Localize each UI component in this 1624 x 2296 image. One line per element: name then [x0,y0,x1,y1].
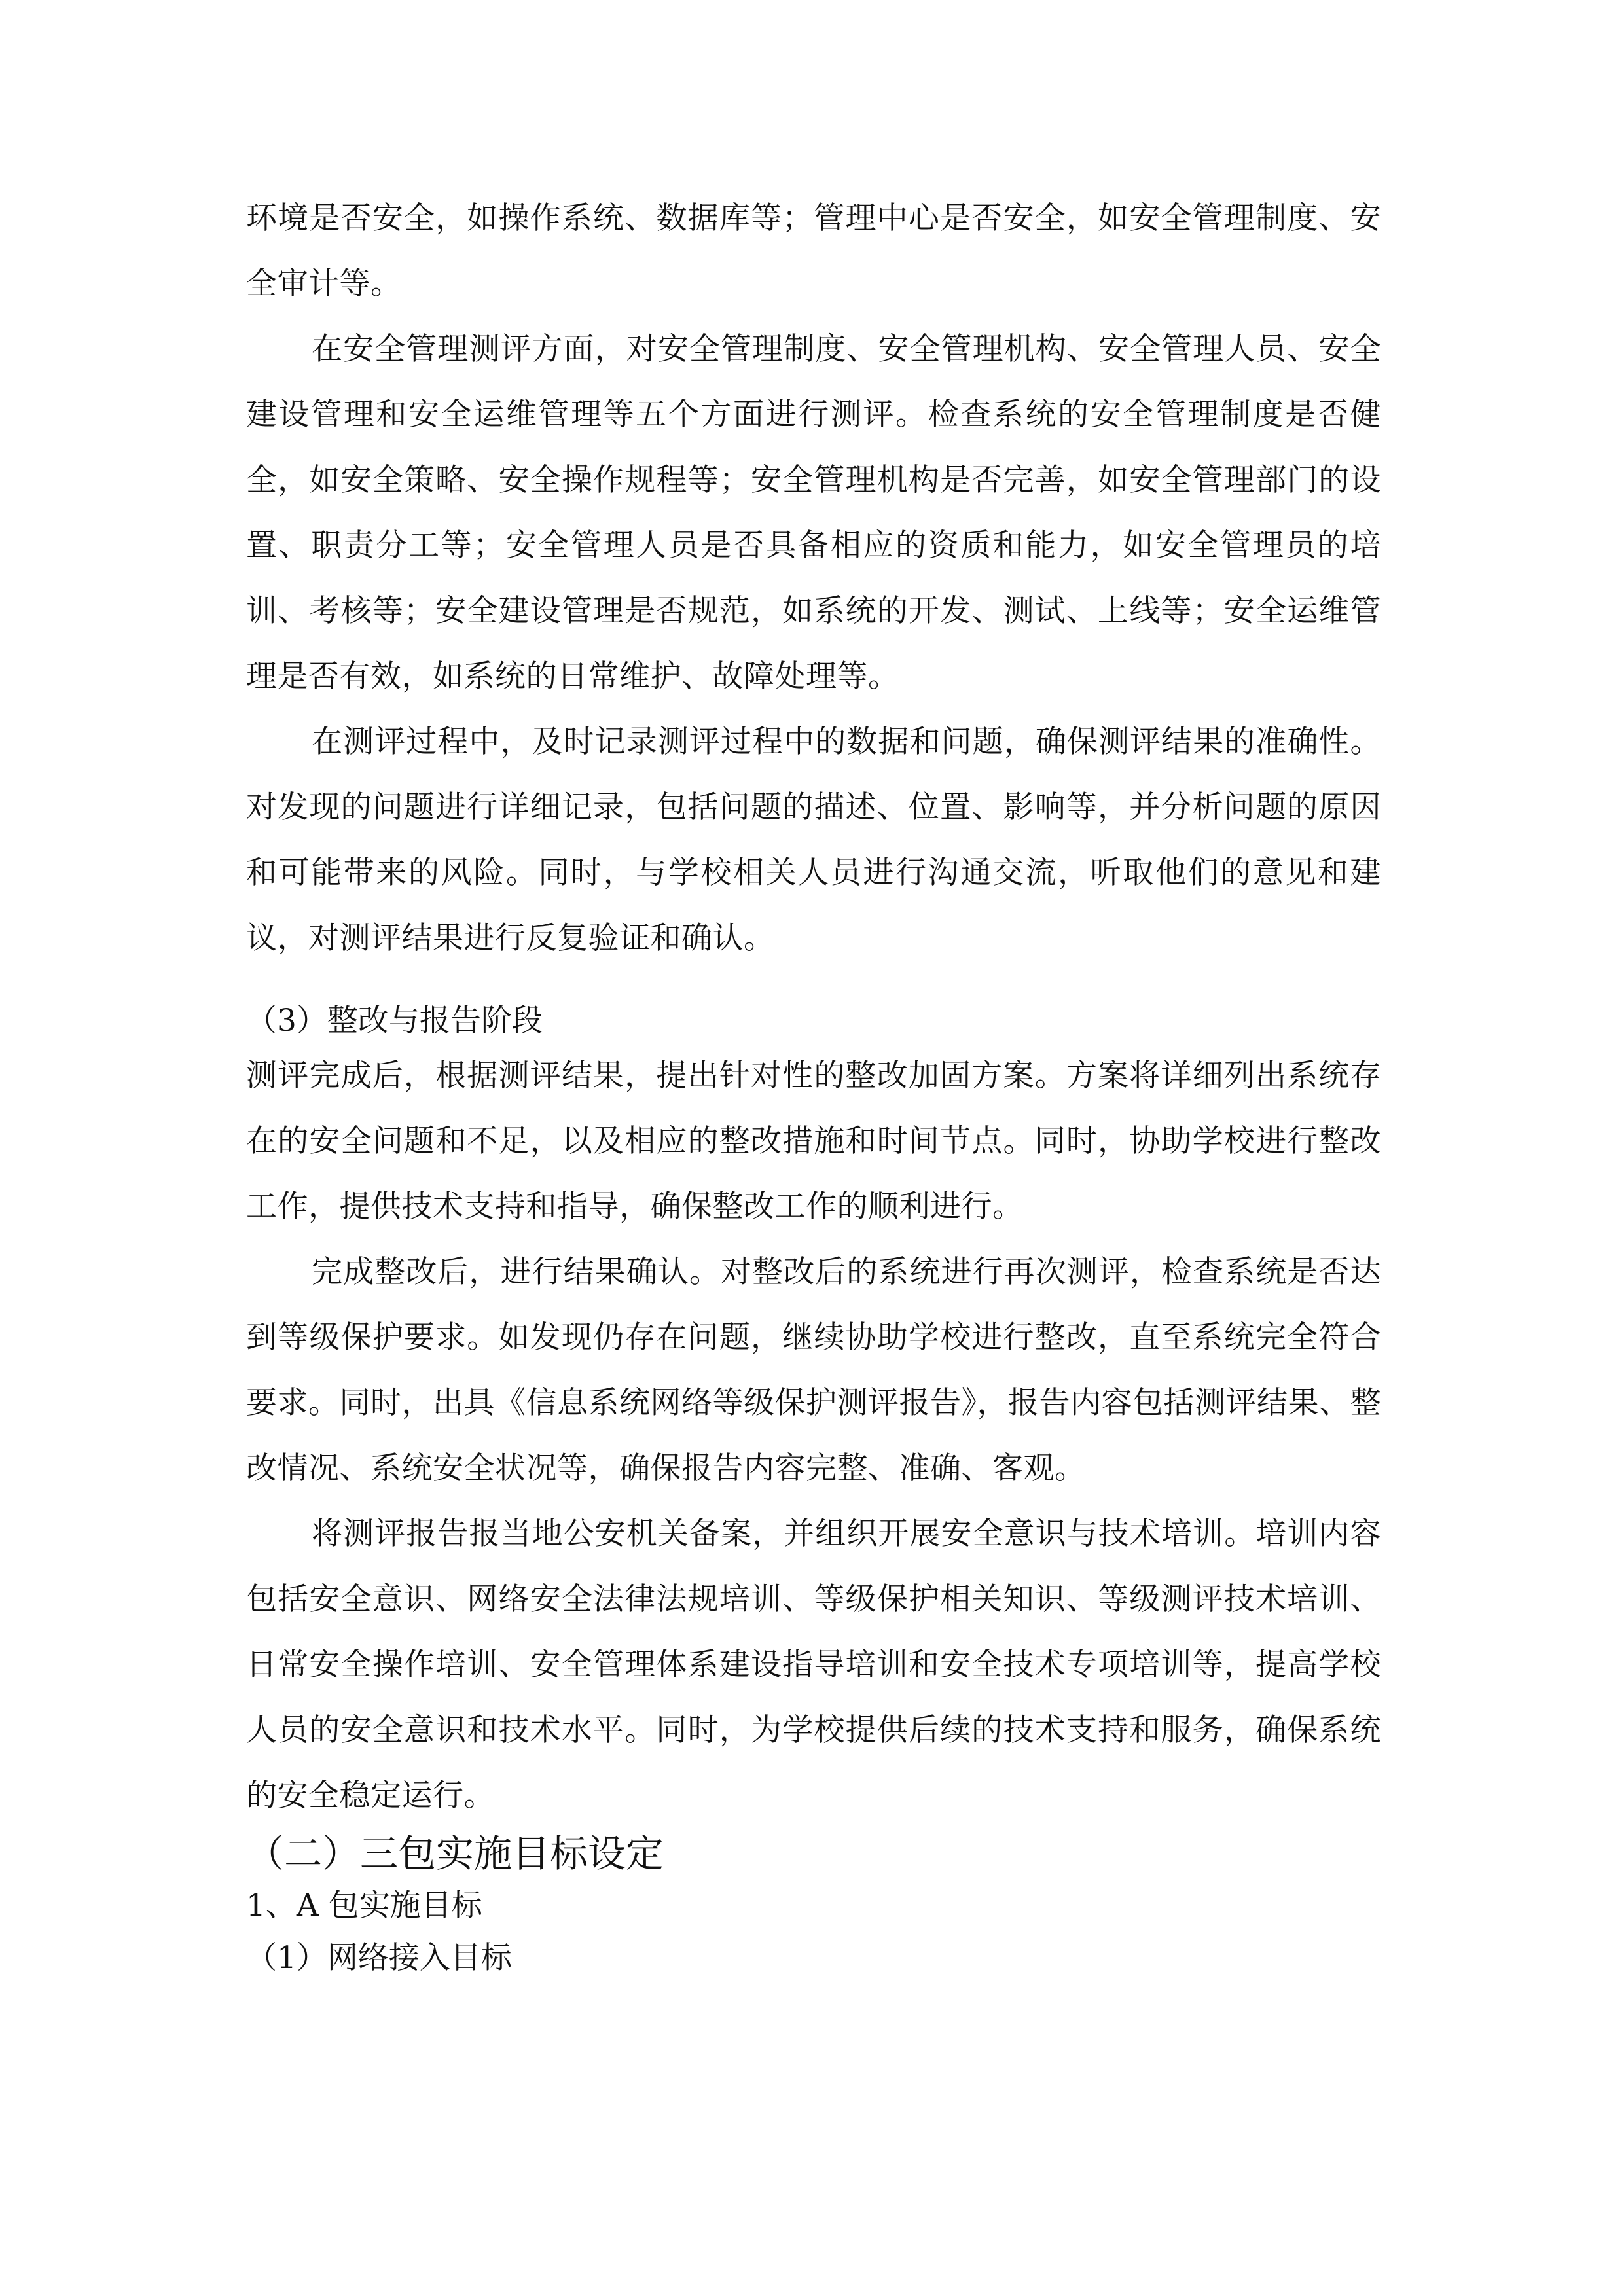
section-title-targets: （二）三包实施目标设定 [246,1831,664,1876]
paragraph-training: 将测评报告报当地公安机关备案，并组织开展安全意识与技术培训。培训内容包括安全意识、网络安全法律法规培训、等级保护相关知识、等级测评技术培训、日常安全操作培训、安全管理体系建设指导培训和安全技术专项培训等，提高学校人员的安全意识和技术水平。同时，为学校提供后续的技术支持和服务，确保系统的安全稳定运行。 [246,1516,1381,1814]
paragraph-security-management: 在安全管理测评方面，对安全管理制度、安全管理机构、安全管理人员、安全建设管理和安全运维管理等五个方面进行测评。检查系统的安全管理制度是否健全，如安全策略、安全操作规程等；安全管理机构是否完善，如安全管理部门的设置、职责分工等；安全管理人员是否具备相应的资质和能力，如安全管理员的培训、考核等；安全建设管理是否规范，如系统的开发、测试、上线等；安全运维管理是否有效，如系统的日常维护、故障处理等。 [246,331,1381,694]
paragraph-continuation: 环境是否安全，如操作系统、数据库等；管理中心是否安全，如安全管理制度、安全审计等。 [246,200,1381,302]
item-package-a-targets: 1、A 包实施目标 [246,1888,482,1924]
paragraph-rectification: 测评完成后，根据测评结果，提出针对性的整改加固方案。方案将详细列出系统存在的安全问题和不足，以及相应的整改措施和时间节点。同时，协助学校进行整改工作，提供技术支持和指导，确保整改工作的顺利进行。 [246,1058,1381,1225]
paragraph-result-confirmation: 完成整改后，进行结果确认。对整改后的系统进行再次测评，检查系统是否达到等级保护要求。如发现仍存在问题，继续协助学校进行整改，直至系统完全符合要求。同时，出具《信息系统网络等级保护测评报告》，报告内容包括测评结果、整改情况、系统安全状况等，确保报告内容完整、准确、客观。 [246,1254,1381,1486]
paragraph-evaluation-process: 在测评过程中，及时记录测评过程中的数据和问题，确保测评结果的准确性。对发现的问题进行详细记录，包括问题的描述、位置、影响等，并分析问题的原因和可能带来的风险。同时，与学校相关人员进行沟通交流，听取他们的意见和建议，对测评结果进行反复验证和确认。 [246,724,1381,956]
item-network-access-target: （1）网络接入目标 [246,1940,512,1976]
subheading-rectify-report-stage: （3）整改与报告阶段 [246,1003,543,1039]
